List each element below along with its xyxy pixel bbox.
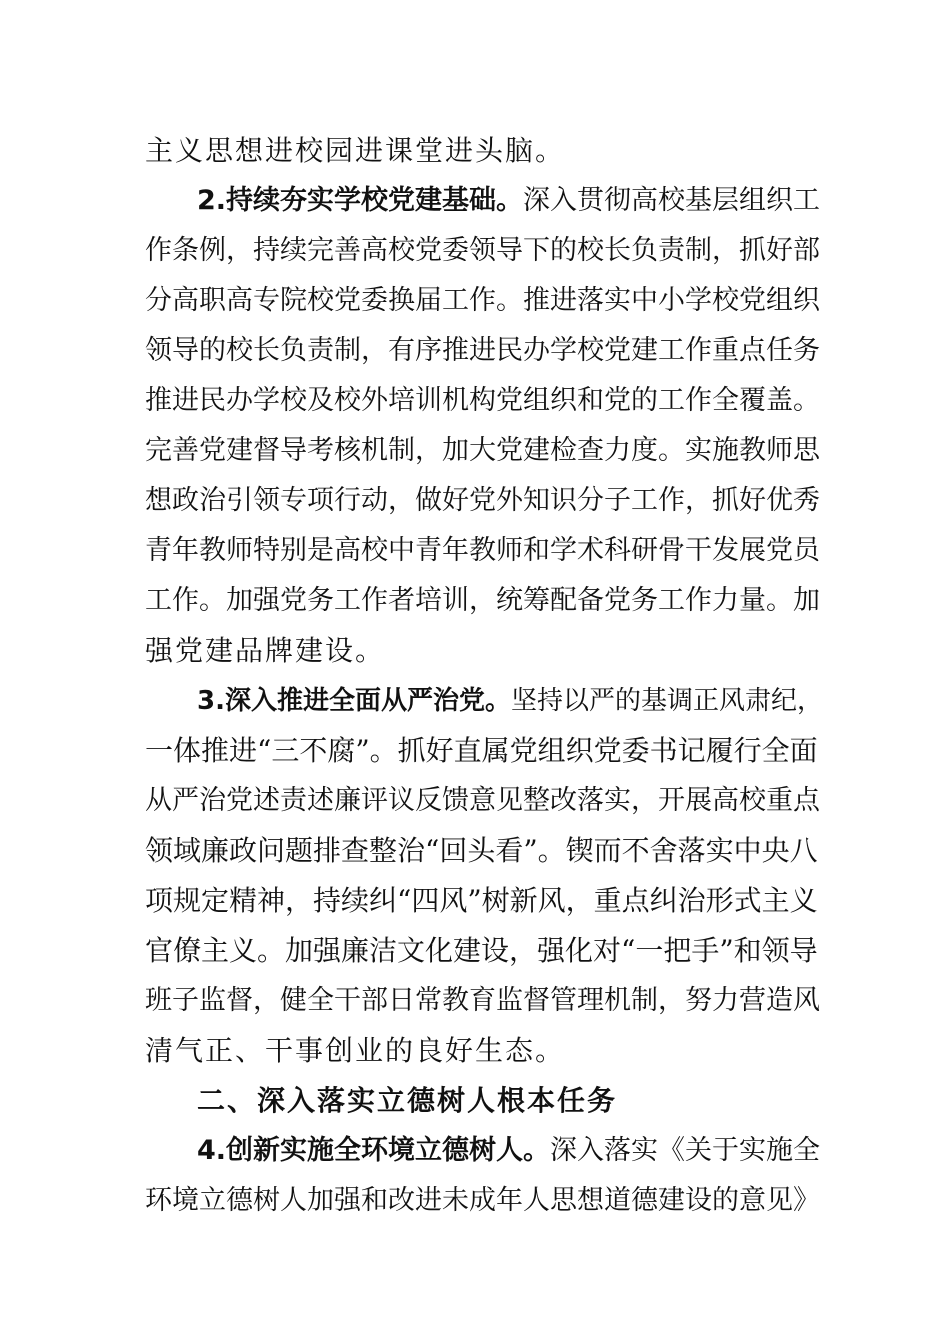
paragraph-line: 想政治引领专项行动，做好党外知识分子工作，抓好优秀 xyxy=(145,485,820,516)
chapter-heading: 二、深入落实立德树人根本任务 xyxy=(197,1084,618,1117)
paragraph-line: 领导的校长负责制，有序推进民办学校党建工作重点任务 xyxy=(145,335,820,366)
paragraph-line: 分高职高专院校党委换届工作。推进落实中小学校党组织 xyxy=(145,285,820,316)
chapter-heading-line xyxy=(197,1081,825,1121)
paragraph-line: 从严治党述责述廉评议反馈意见整改落实，开展高校重点 xyxy=(145,785,820,816)
paragraph-line: 领域廉政问题排查整治“回头看”。锲而不舍落实中央八 xyxy=(145,834,818,867)
paragraph-line: 工作。加强党务工作者培训，统筹配备党务工作力量。加 xyxy=(145,585,820,616)
section-heading: 2.持续夯实学校党建基础。 xyxy=(197,185,524,216)
section-heading-line: 3.深入推进全面从严治党。坚持以严的基调正风肃纪， xyxy=(197,686,823,716)
section-heading-line: 2.持续夯实学校党建基础。深入贯彻高校基层组织工 xyxy=(197,185,821,216)
paragraph-line: 青年教师特别是高校中青年教师和学术科研骨干发展党员 xyxy=(145,535,820,566)
paragraph-line: 环境立德树人加强和改进未成年人思想道德建设的意见》 xyxy=(145,1185,820,1216)
paragraph-line: 清气正、干事创业的良好生态。 xyxy=(145,1034,566,1067)
paragraph-line: 项规定精神，持续纠“四风”树新风，重点纠治形式主义 xyxy=(145,884,818,917)
paragraph-line: 主义思想进校园进课堂进头脑。 xyxy=(145,134,566,167)
paragraph-line: 作条例，持续完善高校党委领导下的校长负责制，抓好部 xyxy=(145,235,820,266)
paragraph-line: 一体推进“三不腐”。抓好直属党组织党委书记履行全面 xyxy=(145,734,818,767)
section-heading: 4.创新实施全环境立德树人。 xyxy=(197,1135,551,1166)
paragraph-line: 完善党建督导考核机制，加大党建检查力度。实施教师思 xyxy=(145,435,820,466)
section-heading-line: 4.创新实施全环境立德树人。深入落实《关于实施全 xyxy=(197,1135,821,1166)
section-heading: 3.深入推进全面从严治党。 xyxy=(197,686,511,716)
paragraph-line: 强党建品牌建设。 xyxy=(145,634,386,667)
paragraph-line: 推进民办学校及校外培训机构党组织和党的工作全覆盖。 xyxy=(145,385,820,416)
paragraph-line: 官僚主义。加强廉洁文化建设，强化对“一把手”和领导 xyxy=(145,934,818,967)
paragraph-line: 班子监督，健全干部日常教育监督管理机制，努力营造风 xyxy=(145,985,820,1016)
